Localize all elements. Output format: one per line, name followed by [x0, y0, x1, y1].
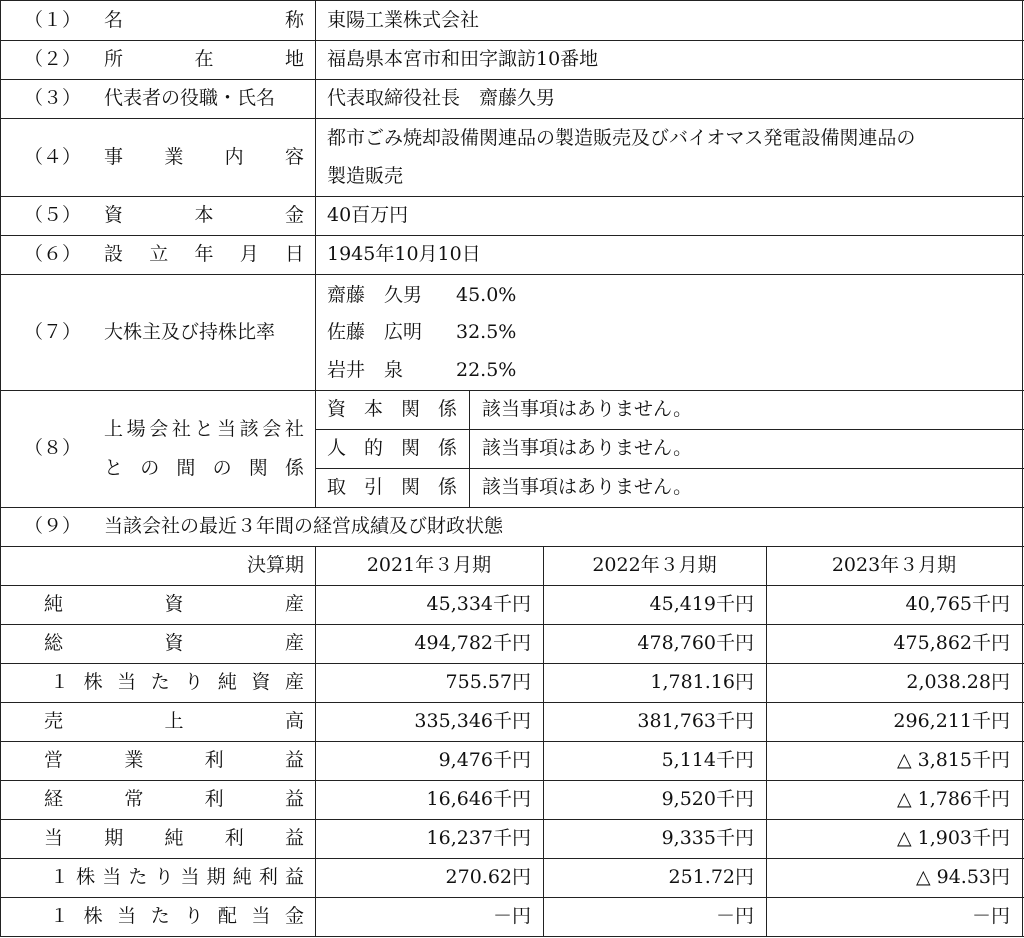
period-header: 決算期 [246, 554, 304, 576]
row-label: 資 本 金 [104, 204, 304, 226]
period-2023: 2023年３月期 [831, 554, 957, 576]
grid-line [0, 235, 1024, 236]
grid-line [469, 390, 470, 507]
row-label: 代表者の役職・氏名 [104, 87, 276, 109]
row-number: （７） [24, 321, 82, 343]
relation-type: 資 本 関 係 [327, 398, 457, 420]
relation-type: 人 的 関 係 [327, 437, 457, 459]
holder-name: 齋藤 久男 [327, 284, 423, 306]
relation-value: 該当事項はありません。 [482, 398, 693, 420]
financial-value: △ 3,815千円 [896, 749, 1010, 771]
financial-item-label: 売 上 高 [44, 710, 304, 732]
holder-name: 佐藤 広明 [327, 321, 423, 343]
row-number: （４） [24, 146, 82, 168]
financial-value: 16,237千円 [426, 827, 531, 849]
row-number: （８） [24, 437, 82, 459]
financial-value: 16,646千円 [426, 788, 531, 810]
row-number: （３） [24, 87, 82, 109]
grid-line [0, 936, 1024, 937]
financial-value: －円 [715, 905, 754, 927]
grid-line [0, 819, 1024, 820]
grid-line [0, 0, 1, 937]
financial-value: △ 94.53円 [915, 866, 1010, 888]
grid-line [0, 663, 1024, 664]
grid-line [0, 118, 1024, 119]
period-2022: 2022年３月期 [592, 554, 717, 576]
row-label: 設 立 年 月 日 [104, 243, 304, 265]
grid-line [0, 196, 1024, 197]
row-number: （５） [24, 204, 82, 226]
grid-line [1022, 0, 1023, 937]
relation-value: 該当事項はありません。 [482, 476, 693, 498]
holder-ratio: 45.0% [456, 284, 517, 306]
grid-line [0, 79, 1024, 80]
row-label: と の 間 の 関 係 [104, 457, 304, 479]
holder-name: 岩井 泉 [327, 359, 404, 381]
established-date: 1945年10月10日 [327, 243, 481, 265]
financial-value: 335,346千円 [414, 710, 531, 732]
holder-ratio: 32.5% [456, 321, 517, 343]
holder-ratio: 22.5% [456, 359, 517, 381]
financial-value: 296,211千円 [893, 710, 1010, 732]
financial-value: 45,419千円 [649, 593, 754, 615]
financial-value: 9,520千円 [661, 788, 754, 810]
row-number: （９） [24, 515, 82, 537]
grid-line [766, 546, 767, 937]
financial-item-label: １ 株 当 た り 配 当 金 [50, 905, 304, 927]
grid-line [315, 0, 316, 507]
financial-item-label: 総 資 産 [44, 632, 304, 654]
financial-value: 475,862千円 [893, 632, 1010, 654]
grid-line [0, 546, 1024, 547]
financial-value: 45,334千円 [426, 593, 531, 615]
grid-line [0, 858, 1024, 859]
financials-title: 当該会社の最近３年間の経営成績及び財政状態 [104, 515, 504, 537]
grid-line [0, 274, 1024, 275]
financial-value: 9,335千円 [661, 827, 754, 849]
financial-item-label: １ 株 当 た り 当 期 純 利 益 [50, 866, 304, 888]
row-label: 大株主及び持株比率 [104, 321, 276, 343]
grid-line [315, 429, 1024, 430]
financial-value: －円 [971, 905, 1010, 927]
grid-line [0, 507, 1024, 508]
financial-value: 1,781.16円 [650, 671, 754, 693]
financial-value: 2,038.28円 [906, 671, 1010, 693]
row-number: （１） [24, 9, 82, 31]
business-description-line2: 製造販売 [327, 165, 404, 187]
financial-value: 9,476千円 [438, 749, 531, 771]
row-label: 上 場 会 社 と 当 該 会 社 [104, 418, 304, 440]
row-number: （６） [24, 243, 82, 265]
financial-value: 40,765千円 [905, 593, 1010, 615]
financial-value: △ 1,903千円 [896, 827, 1010, 849]
financial-item-label: 当 期 純 利 益 [44, 827, 304, 849]
financial-value: 270.62円 [445, 866, 531, 888]
financial-value: △ 1,786千円 [896, 788, 1010, 810]
grid-line [0, 0, 1024, 1]
financial-value: 381,763千円 [637, 710, 754, 732]
representative: 代表取締役社長 齋藤久男 [327, 87, 556, 109]
row-number: （２） [24, 48, 82, 70]
financial-value: 494,782千円 [414, 632, 531, 654]
grid-line [0, 390, 1024, 391]
financial-value: －円 [492, 905, 531, 927]
financial-item-label: １ 株 当 た り 純 資 産 [50, 671, 304, 693]
financial-item-label: 経 常 利 益 [44, 788, 304, 810]
capital: 40百万円 [327, 204, 409, 226]
address: 福島県本宮市和田字諏訪10番地 [327, 48, 599, 70]
business-description-line1: 都市ごみ焼却設備関連品の製造販売及びバイオマス発電設備関連品の [327, 127, 916, 149]
financial-item-label: 純 資 産 [44, 593, 304, 615]
row-label: 所 在 地 [104, 48, 304, 70]
financial-value: 5,114千円 [661, 749, 754, 771]
grid-line [0, 702, 1024, 703]
grid-line [0, 585, 1024, 586]
financial-value: 478,760千円 [637, 632, 754, 654]
company-name: 東陽工業株式会社 [327, 9, 480, 31]
grid-line [315, 468, 1024, 469]
relation-type: 取 引 関 係 [327, 476, 457, 498]
grid-line [0, 780, 1024, 781]
financial-value: 251.72円 [668, 866, 754, 888]
grid-line [0, 897, 1024, 898]
row-label: 名 称 [104, 9, 304, 31]
financial-item-label: 営 業 利 益 [44, 749, 304, 771]
financial-value: 755.57円 [445, 671, 531, 693]
row-label: 事 業 内 容 [104, 146, 304, 168]
grid-line [0, 624, 1024, 625]
relation-value: 該当事項はありません。 [482, 437, 693, 459]
grid-line [0, 40, 1024, 41]
period-2021: 2021年３月期 [366, 554, 492, 576]
grid-line [0, 741, 1024, 742]
